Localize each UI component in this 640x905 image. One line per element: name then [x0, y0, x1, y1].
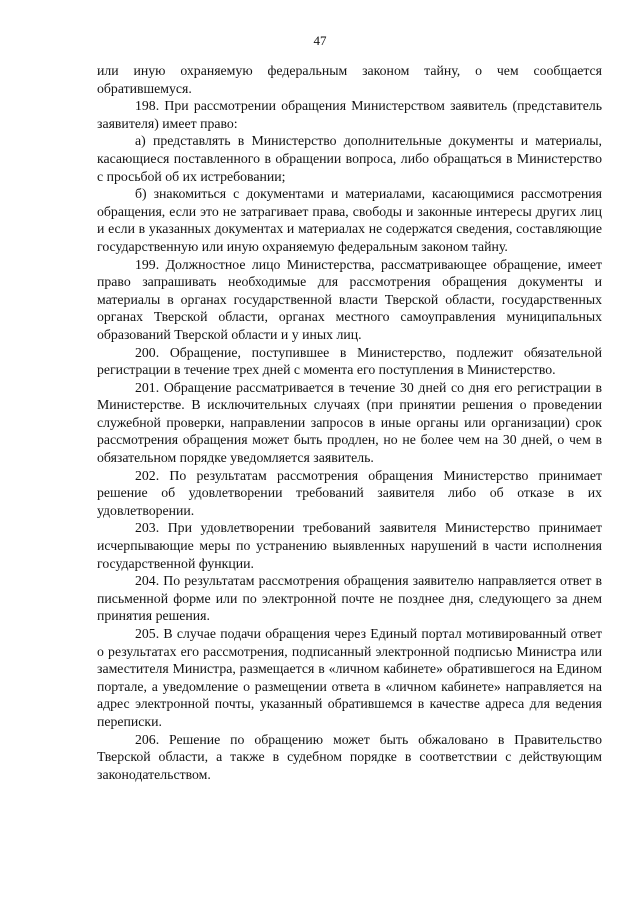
paragraph-204: 204. По результатам рассмотрения обращения заявителю направляется ответ в письменной форме или по электронной почте не позднее дня, следующего за днем принятия решения. — [97, 573, 602, 624]
paragraph-199: 199. Должностное лицо Министерства, рассматривающее обращение, имеет право запрашивать необходимые для рассмотрения обращения документы и материалы в органах государственной власти Тверской области, государственных органах Тверской области, органах местного самоуправления муниципальных образований Тверской области и у иных лиц. — [97, 256, 602, 342]
paragraph-198-a: а) представлять в Министерство дополнительные документы и материалы, касающиеся поставленного в обращении вопроса, либо обращаться в Министерство с просьбой об их истребовании; — [97, 133, 602, 184]
paragraph-205: 205. В случае подачи обращения через Единый портал мотивированный ответ о результатах его рассмотрения, подписанный электронной подписью Министра или заместителя Министра, размещается в «личном кабинете» обратившегося на Едином портале, а уведомление о размещении ответа в «личном кабинете» направляется на адрес электронной почты, указанный обратившемся в качестве адреса для ведения переписки. — [97, 626, 602, 729]
paragraph-201: 201. Обращение рассматривается в течение 30 дней со дня его регистрации в Министерстве. В исключительных случаях (при принятии решения о проведении служебной проверки, направлении запросов в иные органы или организации) срок рассмотрения обращения может быть продлен, но не более чем на 30 дней, о чем в обязательном порядке уведомляется заявитель. — [97, 379, 602, 466]
paragraph-206: 206. Решение по обращению может быть обжаловано в Правительство Тверской области, а также в судебном порядке в соответствии с действующим законодательством. — [97, 731, 602, 782]
paragraph-200: 200. Обращение, поступившее в Министерство, подлежит обязательной регистрации в течение трех дней с момента его поступления в Министерство. — [97, 344, 602, 378]
document-body — [97, 62, 602, 783]
paragraph-continuation: или иную охраняемую федеральным законом тайну, о чем сообщается обратившемуся. — [97, 63, 602, 96]
paragraph-198: 198. При рассмотрении обращения Министерством заявитель (представитель заявителя) имеет право: — [97, 98, 602, 131]
paragraph-198-b: б) знакомиться с документами и материалами, касающимися рассмотрения обращения, если это не затрагивает права, свободы и законные интересы других лиц и если в указанных документах и материалах не содержатся сведения, составляющие государственную или иную охраняемую федеральным законом тайну. — [97, 186, 602, 254]
paragraph-203: 203. При удовлетворении требований заявителя Министерство принимает исчерпывающие меры по устранению выявленных нарушений в части исполнения государственной функции. — [97, 520, 602, 571]
paragraph-202: 202. По результатам рассмотрения обращения Министерство принимает решение об удовлетворении требований заявителя либо об отказе в их удовлетворении. — [97, 467, 602, 518]
page-number: 47 — [313, 33, 327, 48]
